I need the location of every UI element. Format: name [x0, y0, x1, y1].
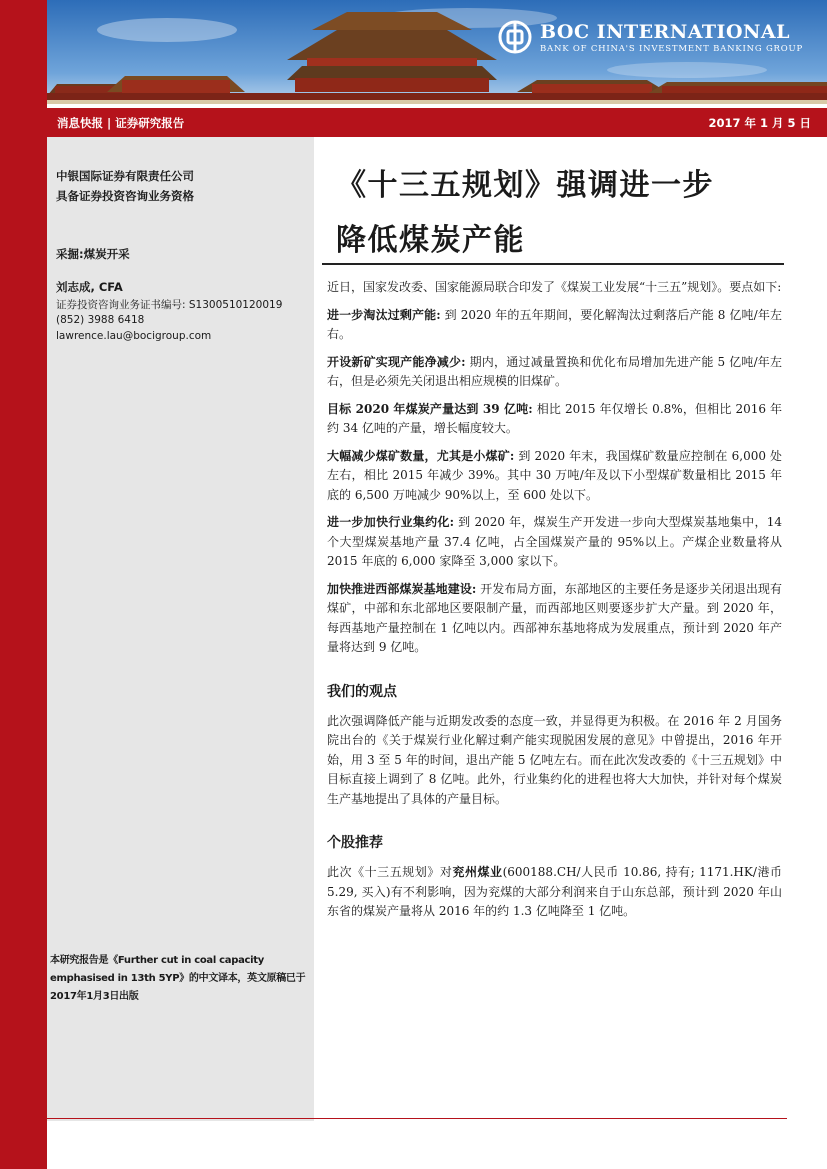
point-text: 相比 2015 年仅增长 0.8%，但相比 2016 年约 34 亿吨的产量，增长幅度较大。: [327, 401, 783, 435]
point-paragraph: [327, 353, 782, 392]
report-date: 2017 年 1 月 5 日: [708, 116, 811, 130]
point-text: 到 2020 年的五年期间，要化解淘汰过剩落后产能 8 亿吨/年左右。: [327, 307, 782, 341]
report-type: 消息快报 | 证券研究报告: [57, 116, 185, 130]
analyst-block: [56, 280, 282, 344]
stock-paragraph: [327, 863, 782, 922]
title-line-1: 《十三五规划》强调进一步: [336, 168, 714, 203]
point-text: 到 2020 年，煤炭生产开发进一步向大型煤炭基地集中，14 个大型煤炭基地产量 37.4 亿吨，占全国煤炭产量的 95%以上。产煤企业数量将从 2015 年底的 6,000 家降至 3,000 家以下。: [327, 515, 782, 568]
report-header-bar: [47, 108, 827, 137]
point-text: 期内，通过减量置换和优化布局增加先进产能 5 亿吨/年左右，但是必须先关闭退出相应规模的旧煤矿。: [327, 354, 783, 388]
left-red-strip: [0, 0, 47, 1169]
point-paragraph: [327, 400, 782, 439]
header-banner: [47, 0, 827, 104]
analyst-email[interactable]: lawrence.lau@bocigroup.com: [56, 329, 212, 342]
stock-name: 兖州煤业: [452, 865, 503, 879]
stock-text: (600188.CH/人民币 10.86, 持有; 1171.HK/港币 5.29, 买入)有不利影响，因为兖煤的大部分利润来自于山东总部，预计到 2020 年山东省的煤炭产量将从 2016 年的约 1.3 亿吨降至 1 亿吨。: [327, 865, 782, 918]
point-head: 开设新矿实现产能净减少:: [327, 354, 466, 369]
point-text: 开发布局方面，东部地区的主要任务是逐步关闭退出现有煤矿，中部和东北部地区要限制产量，而西部地区则要逐步扩大产量。到 2020 年，每西基地产量控制在 1 亿吨以内。西部神东基地将成为发展重点，预计到 2020 年产量将达到 9 亿吨。: [327, 581, 782, 654]
logo-title: BOC INTERNATIONAL: [539, 20, 790, 43]
analyst-license: 证券投资咨询业务证书编号: S1300510120019: [56, 298, 283, 311]
point-head: 加快推进西部煤炭基地建设:: [327, 581, 477, 596]
title-line-2: 降低煤炭产能: [336, 223, 525, 258]
sector-label: 采掘:煤炭开采: [56, 247, 130, 261]
report-title: [336, 158, 796, 268]
section-heading-stock: 个股推荐: [327, 835, 383, 851]
point-paragraph: [327, 306, 782, 345]
company-qualification: 具备证券投资咨询业务资格: [56, 189, 194, 203]
stock-pre: 此次《十三五规划》对: [327, 865, 453, 879]
view-paragraph: 此次强调降低产能与近期发改委的态度一致，并显得更为积极。在 2016 年 2 月国务院出台的《关于煤炭行业化解过剩产能实现脱困发展的意见》中曾提出，2016 年开始，用 3 至 5 年的时间，退出产能 5 亿吨左右。而在此次发改委的《十三五规划》中目标直接上调到了 8 亿吨。此外，行业集约化的进程也将大大加快，并针对每个煤炭生产基地提出了具体的产量目标。: [327, 713, 782, 806]
translation-note: 本研究报告是《Further cut in coal capacity emphasised in 13th 5YP》的中文译本，英文原稿已于2017年1月3日出版: [50, 955, 306, 1002]
section-heading-view: 我们的观点: [327, 683, 397, 700]
report-body: [327, 278, 782, 930]
analyst-phone: (852) 3988 6418: [56, 314, 145, 326]
point-head: 进一步淘汰过剩产能:: [327, 307, 441, 322]
point-paragraph: [327, 580, 782, 658]
point-head: 目标 2020 年煤炭产量达到 39 亿吨:: [327, 401, 533, 416]
point-text: 到 2020 年末，我国煤矿数量应控制在 6,000 处左右，相比 2015 年减少 39%。其中 30 万吨/年及以下小型煤矿数量相比 2015 年底的 6,500 万吨减少 90%以上，至 600 处以下。: [327, 448, 782, 502]
point-head: 大幅减少煤矿数量，尤其是小煤矿:: [327, 448, 515, 463]
boc-logo: [498, 20, 803, 54]
company-block: [56, 166, 194, 206]
intro-paragraph: 近日，国家发改委、国家能源局联合印发了《煤炭工业发展“十三五”规划》。要点如下:: [327, 280, 782, 294]
title-divider: [322, 263, 784, 265]
point-head: 进一步加快行业集约化:: [327, 515, 455, 529]
point-paragraph: [327, 513, 782, 572]
point-paragraph: [327, 447, 782, 506]
company-name: 中银国际证券有限责任公司: [56, 169, 194, 183]
logo-subtitle: BANK OF CHINA'S INVESTMENT BANKING GROUP: [539, 43, 803, 54]
boc-emblem-icon: [498, 20, 532, 54]
footer-divider: [47, 1118, 787, 1119]
analyst-name: 刘志成, CFA: [56, 280, 123, 294]
